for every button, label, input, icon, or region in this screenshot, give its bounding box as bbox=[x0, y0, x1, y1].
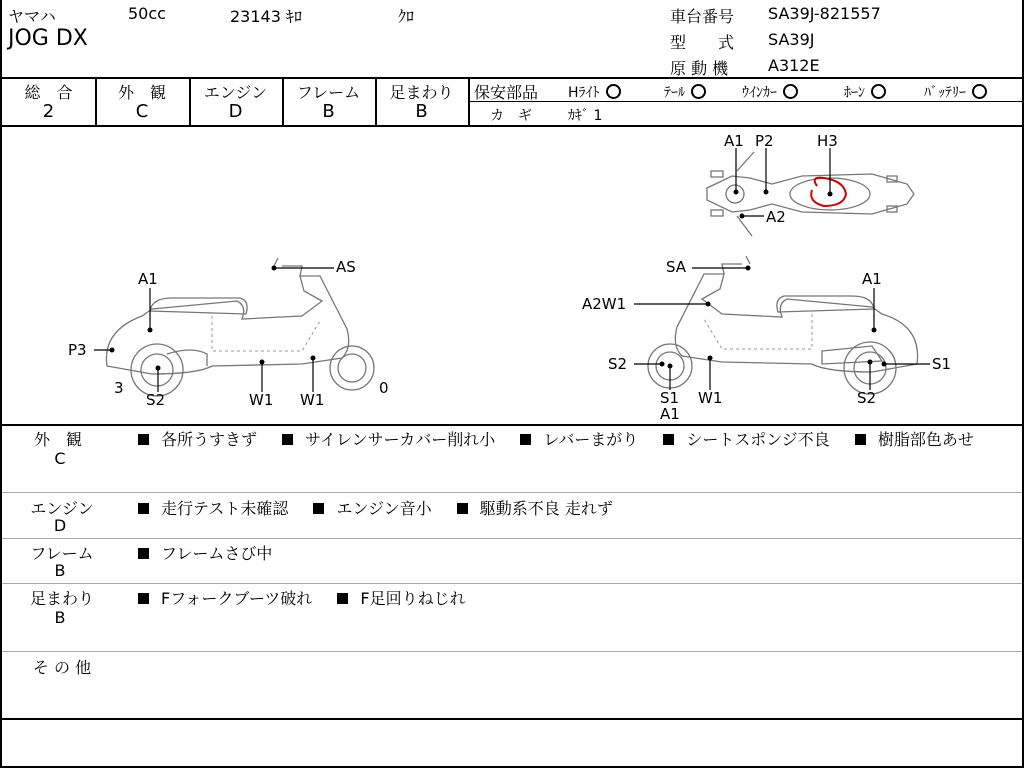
grade-total-value: 2 bbox=[42, 101, 55, 122]
type-label: 型 式 bbox=[670, 33, 735, 52]
note-engine-grade: D bbox=[53, 516, 67, 535]
damage-highlight-mark bbox=[811, 178, 846, 206]
note-exterior-category: 外 観 bbox=[33, 430, 82, 449]
ok-circle-icon bbox=[871, 84, 886, 99]
grade-frame-value: B bbox=[322, 101, 335, 122]
label-left-p3: P3 bbox=[68, 341, 87, 359]
mileage: 23143 ｷﾛ bbox=[230, 7, 302, 26]
engine-value: A312E bbox=[768, 56, 820, 75]
engine-label: 原 動 機 bbox=[670, 59, 729, 78]
safety-horn: ﾎｰﾝ bbox=[844, 82, 886, 102]
bullet-icon bbox=[138, 503, 149, 514]
bullet-icon bbox=[520, 434, 531, 445]
model-name: JOG DX bbox=[8, 26, 88, 51]
label-left-s2: S2 bbox=[146, 391, 166, 409]
note-engine-category: エンジン bbox=[30, 499, 94, 518]
note-exterior-items: 各所うすきず サイレンサーカバー削れ小 レバーまがり シートスポンジ不良 樹脂部色あせ bbox=[138, 427, 994, 450]
ok-circle-icon bbox=[691, 84, 706, 99]
frame-no-label: 車台番号 bbox=[670, 7, 735, 26]
ok-circle-icon bbox=[783, 84, 798, 99]
key-label: カ ギ bbox=[490, 108, 532, 124]
displacement: 50cc bbox=[128, 4, 166, 23]
key-value: ｶｷﾞ 1 bbox=[568, 108, 603, 124]
note-engine-items: 走行テスト未確認 エンジン音小 駆動系不良 走れず bbox=[138, 496, 633, 519]
grade-suspension-value: B bbox=[415, 101, 428, 122]
note-suspension-category: 足まわり bbox=[29, 589, 94, 608]
damage-diagram bbox=[2, 126, 1022, 424]
label-left-a1: A1 bbox=[138, 270, 158, 288]
grade-exterior-value: C bbox=[135, 101, 149, 122]
label-top-a1: A1 bbox=[724, 132, 744, 150]
label-left-w1a: W1 bbox=[249, 391, 274, 409]
ok-circle-icon bbox=[972, 84, 987, 99]
label-right-w1: W1 bbox=[698, 389, 723, 407]
label-top-h3: H3 bbox=[817, 132, 838, 150]
safety-tail: ﾃｰﾙ bbox=[664, 82, 706, 102]
grade-engine-value: D bbox=[228, 101, 243, 122]
bullet-icon bbox=[282, 434, 293, 445]
label-right-s1a: S1 bbox=[660, 389, 680, 407]
bullet-icon bbox=[337, 593, 348, 604]
note-frame-grade: B bbox=[54, 561, 66, 580]
label-top-a2: A2 bbox=[766, 208, 786, 226]
label-left-w1b: W1 bbox=[300, 391, 325, 409]
note-suspension-items: Fフォークブーツ破れ F足回りねじれ bbox=[138, 586, 486, 609]
ok-circle-icon bbox=[606, 84, 621, 99]
label-left-3: 3 bbox=[114, 379, 124, 397]
grade-frame-label: フレーム bbox=[296, 83, 361, 102]
safety-headlight: Hﾗｲﾄ bbox=[568, 82, 621, 102]
grade-engine-label: エンジン bbox=[203, 83, 268, 102]
label-right-s2b: S2 bbox=[857, 389, 877, 407]
label-right-s1b: S1 bbox=[932, 355, 952, 373]
divider bbox=[2, 718, 1022, 720]
label-left-0: 0 bbox=[379, 379, 389, 397]
bullet-icon bbox=[663, 434, 674, 445]
divider bbox=[2, 77, 1022, 79]
divider bbox=[2, 651, 1022, 652]
divider bbox=[2, 424, 1022, 426]
note-exterior-grade: C bbox=[54, 449, 66, 468]
divider bbox=[2, 583, 1022, 584]
note-frame-category: フレーム bbox=[30, 544, 94, 563]
label-right-a1: A1 bbox=[862, 270, 882, 288]
safety-battery: ﾊﾞｯﾃﾘｰ bbox=[924, 82, 987, 102]
bullet-icon bbox=[138, 434, 149, 445]
safety-winker: ｳｲﾝｶｰ bbox=[742, 82, 798, 102]
label-right-a2w1: A2W1 bbox=[582, 295, 627, 313]
grade-suspension-label: 足まわり bbox=[389, 83, 454, 102]
label-right-a1b: A1 bbox=[660, 405, 680, 423]
label-top-p2: P2 bbox=[755, 132, 774, 150]
note-frame-items: フレームさび中 bbox=[138, 541, 292, 564]
divider bbox=[468, 77, 470, 125]
label-right-sa: SA bbox=[666, 258, 687, 276]
grade-total-label: 総 合 bbox=[24, 83, 73, 102]
maker: ヤマハ bbox=[8, 7, 56, 26]
bullet-icon bbox=[138, 593, 149, 604]
divider bbox=[2, 492, 1022, 493]
bullet-icon bbox=[138, 548, 149, 559]
note-suspension-grade: B bbox=[54, 608, 66, 627]
label-left-as: AS bbox=[336, 258, 356, 276]
divider bbox=[2, 538, 1022, 539]
safety-title: 保安部品 bbox=[474, 83, 539, 102]
bullet-icon bbox=[313, 503, 324, 514]
frame-no: SA39J-821557 bbox=[768, 4, 881, 23]
bullet-icon bbox=[457, 503, 468, 514]
type-value: SA39J bbox=[768, 30, 815, 49]
grade-exterior-label: 外 観 bbox=[117, 83, 166, 102]
note-other-category: そ の 他 bbox=[32, 658, 92, 677]
label-right-s2a: S2 bbox=[608, 355, 628, 373]
color: ｸﾛ bbox=[398, 7, 415, 26]
bullet-icon bbox=[855, 434, 866, 445]
